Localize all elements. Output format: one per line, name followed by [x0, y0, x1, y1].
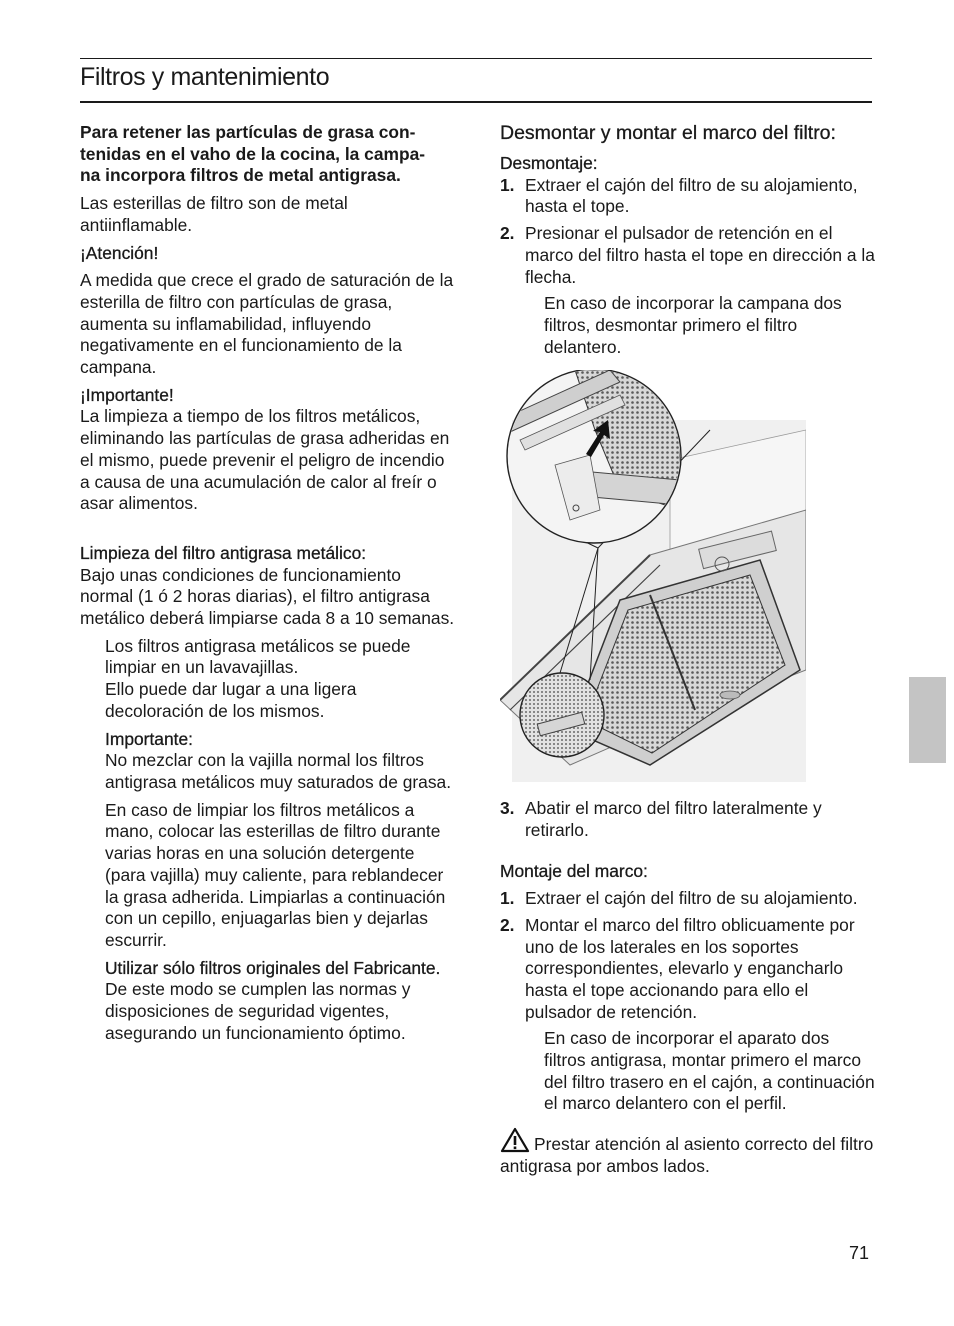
- title-rule: [80, 101, 872, 103]
- warning-text: Prestar atención al asiento correcto del filtro antigrasa por ambos lados.: [500, 1134, 874, 1176]
- cleaning-text: Bajo unas condiciones de funcionamiento normal (1 ó 2 horas diarias), el filtro antigrasa metálico deberá limpiarse cada 8 a 10 semanas.: [80, 564, 455, 629]
- removal-note: En caso de incorporar la campana dos filtros, desmontar primero el filtro delantero.: [544, 293, 842, 357]
- note-text: No mezclar con la vajilla normal los filtros antigrasa metálicos muy saturados de grasa.: [105, 750, 452, 792]
- mount-label: Montaje del marco:: [500, 861, 648, 882]
- important-text: La limpieza a tiempo de los filtros metálicos, eliminando las partículas de grasa adheridas en el mismo, puede prevenir el peligro de incendio a causa de una acumulación de calor al freír o asar alimentos.: [80, 406, 450, 514]
- removal-label: Desmontaje:: [500, 153, 598, 173]
- left-column: [80, 122, 458, 1044]
- cleaning-heading: Limpieza del filtro antigrasa metálico:: [80, 542, 367, 563]
- original-filters-label: Utilizar sólo filtros originales del Fabricante.: [105, 957, 441, 978]
- dishwasher-text: Los filtros antigrasa metálicos se puede limpiar en un lavavajillas. Ello puede dar lugar a una ligera decoloración de los mismos.: [105, 635, 411, 721]
- mount-step-1: [500, 888, 875, 910]
- section-heading: Desmontar y montar el marco del filtro:: [500, 122, 836, 144]
- step-text: Abatir el marco del filtro lateralmente y retirarlo.: [525, 798, 822, 840]
- intro-bold: Para retener las partículas de grasa con- tenidas en el vaho de la cocina, la campa- na incorpora filtros de metal antigrasa.: [80, 122, 426, 186]
- chapter-tab: [909, 677, 946, 763]
- step-number: 1.: [500, 888, 515, 909]
- mount-note: En caso de incorporar el aparato dos filtros antigrasa, montar primero el marco del filtro trasero en el cajón, a continuación el marco delantero con el perfil.: [544, 1028, 875, 1114]
- removal-step-1: [500, 175, 875, 218]
- step-number: 2.: [500, 914, 515, 935]
- top-rule: [80, 58, 872, 59]
- mount-step-2: [500, 915, 875, 1024]
- hand-cleaning-text: En caso de limpiar los filtros metálicos a mano, colocar las esterillas de filtro durante varias horas en una solución detergente (para vajilla) muy caliente, para reblandecer la grasa adherida. Limpiarlas a continuación con un cepillo, enjuagarlas bien y dejarlas escurrir.: [105, 799, 446, 950]
- page-number: 71: [849, 1243, 870, 1263]
- step-text: Extraer el cajón del filtro de su alojamiento.: [525, 888, 858, 909]
- step-number: 2.: [500, 223, 515, 244]
- step-number: 1.: [500, 174, 515, 195]
- step-text: Montar el marco del filtro oblicuamente por uno de los laterales en los soportes correspondientes, elevarlo y engancharlo hasta el tope accionando para ello el pulsador de retención.: [525, 914, 855, 1022]
- important-label: ¡Importante!: [80, 384, 174, 405]
- warning-triangle-icon: [500, 1127, 530, 1153]
- step-text: Extraer el cajón del filtro de su alojamiento, hasta el tope.: [525, 174, 858, 217]
- removal-step-3: [500, 798, 875, 841]
- right-column: [500, 122, 875, 1178]
- page-title: Filtros y mantenimiento: [80, 63, 330, 91]
- step-number: 3.: [500, 798, 515, 819]
- warning-paragraph: [500, 1127, 875, 1177]
- step-text: Presionar el pulsador de retención en el marco del filtro hasta el tope en dirección a la flecha.: [525, 223, 875, 287]
- attention-label: ¡Atención!: [80, 242, 159, 263]
- intro-text: Las esterillas de filtro son de metal antiinflamable.: [80, 193, 348, 235]
- note-label: Importante:: [105, 728, 193, 749]
- attention-text: A medida que crece el grado de saturación de la esterilla de filtro con partículas de grasa, aumenta su inflamabilidad, influyendo negativamente en el funcionamiento de la campana.: [80, 270, 454, 378]
- filter-frame-illustration: [500, 370, 806, 782]
- original-filters-text: De este modo se cumplen las normas y disposiciones de seguridad vigentes, asegurando un funcionamiento óptimo.: [105, 979, 411, 1043]
- removal-step-2: [500, 223, 875, 288]
